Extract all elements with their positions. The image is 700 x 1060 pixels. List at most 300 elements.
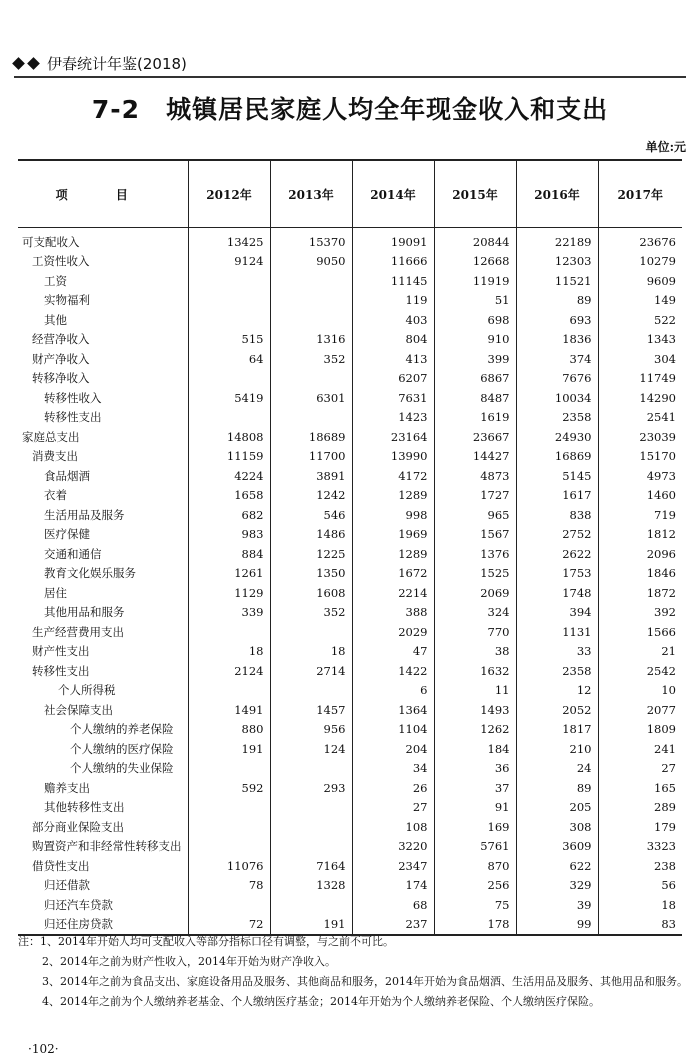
cell-value: 47: [352, 642, 434, 662]
cell-value: 12668: [434, 252, 516, 272]
table-number: 7-2: [91, 95, 141, 124]
row-label: 购置资产和非经常性转移支出: [32, 839, 182, 854]
footnote-line: 4、2014年之前为个人缴纳养老基金、个人缴纳医疗基金；2014年开始为个人缴纳养老保险、个人缴纳医疗保险。: [42, 995, 600, 1008]
page-title: [0, 90, 700, 126]
table-row: [18, 564, 682, 584]
cell-value: 11700: [270, 447, 352, 467]
table-row: [18, 759, 682, 779]
cell-value: 3220: [352, 837, 434, 857]
cell-value: 693: [516, 310, 598, 330]
cell-value: 5419: [188, 388, 270, 408]
cell-value: 27: [598, 759, 682, 779]
cell-value: 546: [270, 505, 352, 525]
cell-value: 339: [188, 603, 270, 623]
cell-value: 91: [434, 798, 516, 818]
cell-value: 394: [516, 603, 598, 623]
cell-value: 68: [352, 895, 434, 915]
cell-value: [270, 271, 352, 291]
table-row: [18, 408, 682, 428]
cell-value: 18: [598, 895, 682, 915]
cell-value: 1343: [598, 330, 682, 350]
cell-value: 15170: [598, 447, 682, 467]
cell-value: 308: [516, 817, 598, 837]
cell-value: 329: [516, 876, 598, 896]
cell-value: 1566: [598, 622, 682, 642]
table-row: [18, 447, 682, 467]
diamond-icon: [27, 57, 40, 70]
cell-value: 9609: [598, 271, 682, 291]
cell-value: 1658: [188, 486, 270, 506]
cell-value: [188, 798, 270, 818]
cell-value: 1376: [434, 544, 516, 564]
cell-value: 12: [516, 681, 598, 701]
row-label: 衣着: [44, 488, 67, 503]
cell-value: 2069: [434, 583, 516, 603]
cell-value: 5145: [516, 466, 598, 486]
cell-value: 1328: [270, 876, 352, 896]
footnote-line: 2、2014年之前为财产性收入，2014年开始为财产净收入。: [42, 955, 336, 968]
cell-value: 7164: [270, 856, 352, 876]
table-row: [18, 681, 682, 701]
cell-value: 1753: [516, 564, 598, 584]
cell-value: 11666: [352, 252, 434, 272]
table-title-text: 城镇居民家庭人均全年现金收入和支出: [166, 95, 609, 124]
cell-value: 11919: [434, 271, 516, 291]
cell-value: 998: [352, 505, 434, 525]
cell-value: 2622: [516, 544, 598, 564]
row-label: 归还住房贷款: [18, 915, 188, 936]
cell-value: 1460: [598, 486, 682, 506]
cell-value: 237: [352, 915, 434, 936]
cell-value: 89: [516, 778, 598, 798]
row-label: 消费支出: [32, 449, 78, 464]
page-number: ·102·: [28, 1042, 59, 1056]
column-header-year: 2013年: [270, 160, 352, 228]
table-row: [18, 349, 682, 369]
cell-value: 10: [598, 681, 682, 701]
table-row: [18, 427, 682, 447]
cell-value: 36: [434, 759, 516, 779]
cell-value: 7631: [352, 388, 434, 408]
cell-value: [188, 408, 270, 428]
cell-value: 1242: [270, 486, 352, 506]
footnote-line: 注：1、2014年开始人均可支配收入等部分指标口径有调整，与之前不可比。: [18, 935, 394, 948]
cell-value: 169: [434, 817, 516, 837]
cell-value: 2214: [352, 583, 434, 603]
cell-value: 5761: [434, 837, 516, 857]
table-row: [18, 330, 682, 350]
footnote-line: 3、2014年之前为食品支出、家庭设备用品及服务、其他商品和服务，2014年开始为食品烟酒、生活用品及服务、其他用品和服务。: [42, 975, 688, 988]
statistics-table: [18, 159, 682, 936]
cell-value: [270, 291, 352, 311]
cell-value: 33: [516, 642, 598, 662]
cell-value: 293: [270, 778, 352, 798]
cell-value: 11159: [188, 447, 270, 467]
cell-value: 1846: [598, 564, 682, 584]
cell-value: 23676: [598, 228, 682, 252]
diamond-icon: [12, 57, 25, 70]
cell-value: 1812: [598, 525, 682, 545]
table-row: [18, 837, 682, 857]
table-header-row: [18, 160, 682, 228]
row-label: 可支配收入: [22, 234, 80, 249]
cell-value: 6207: [352, 369, 434, 389]
table-row: [18, 798, 682, 818]
cell-value: 149: [598, 291, 682, 311]
cell-value: 1423: [352, 408, 434, 428]
cell-value: 2052: [516, 700, 598, 720]
table-row: [18, 642, 682, 662]
cell-value: 174: [352, 876, 434, 896]
cell-value: 38: [434, 642, 516, 662]
cell-value: 2124: [188, 661, 270, 681]
cell-value: 27: [352, 798, 434, 818]
cell-value: 965: [434, 505, 516, 525]
cell-value: [188, 271, 270, 291]
cell-value: 39: [516, 895, 598, 915]
cell-value: 1316: [270, 330, 352, 350]
cell-value: 14290: [598, 388, 682, 408]
cell-value: 23039: [598, 427, 682, 447]
cell-value: 11749: [598, 369, 682, 389]
cell-value: 1225: [270, 544, 352, 564]
cell-value: 34: [352, 759, 434, 779]
row-label: 借贷性支出: [32, 858, 90, 873]
row-label: 其他用品和服务: [44, 605, 125, 620]
table-row: [18, 583, 682, 603]
cell-value: 880: [188, 720, 270, 740]
row-label: 转移性支出: [32, 663, 90, 678]
cell-value: 1727: [434, 486, 516, 506]
table-row: [18, 252, 682, 272]
cell-value: 56: [598, 876, 682, 896]
cell-value: 399: [434, 349, 516, 369]
column-header-year: 2012年: [188, 160, 270, 228]
table-row: [18, 388, 682, 408]
cell-value: 1131: [516, 622, 598, 642]
cell-value: 6867: [434, 369, 516, 389]
cell-value: 6301: [270, 388, 352, 408]
cell-value: 1491: [188, 700, 270, 720]
cell-value: 179: [598, 817, 682, 837]
cell-value: 8487: [434, 388, 516, 408]
cell-value: 23667: [434, 427, 516, 447]
column-header-year: 2016年: [516, 160, 598, 228]
cell-value: 1632: [434, 661, 516, 681]
cell-value: 12303: [516, 252, 598, 272]
cell-value: 515: [188, 330, 270, 350]
cell-value: 413: [352, 349, 434, 369]
table-row: [18, 603, 682, 623]
cell-value: 11145: [352, 271, 434, 291]
cell-value: [188, 622, 270, 642]
table-row: [18, 700, 682, 720]
cell-value: 18: [270, 642, 352, 662]
cell-value: [270, 310, 352, 330]
cell-value: 13425: [188, 228, 270, 252]
table-row: [18, 505, 682, 525]
cell-value: 178: [434, 915, 516, 936]
cell-value: 3609: [516, 837, 598, 857]
row-label: 个人缴纳的养老保险: [70, 722, 174, 737]
cell-value: 13990: [352, 447, 434, 467]
row-label: 财产净收入: [32, 351, 90, 366]
row-label: 个人所得税: [58, 683, 116, 698]
cell-value: 1350: [270, 564, 352, 584]
cell-value: [188, 291, 270, 311]
cell-value: 1608: [270, 583, 352, 603]
cell-value: 256: [434, 876, 516, 896]
row-label: 教育文化娱乐服务: [44, 566, 136, 581]
cell-value: 1422: [352, 661, 434, 681]
row-label: 工资性收入: [32, 254, 90, 269]
cell-value: [270, 369, 352, 389]
cell-value: 983: [188, 525, 270, 545]
cell-value: 2714: [270, 661, 352, 681]
cell-value: 10034: [516, 388, 598, 408]
row-label: 家庭总支出: [22, 429, 80, 444]
cell-value: [188, 369, 270, 389]
table-row: [18, 228, 682, 252]
table-row: [18, 720, 682, 740]
cell-value: 374: [516, 349, 598, 369]
row-label: 归还借款: [44, 878, 90, 893]
cell-value: 1486: [270, 525, 352, 545]
cell-value: [270, 837, 352, 857]
cell-value: 204: [352, 739, 434, 759]
cell-value: 24930: [516, 427, 598, 447]
cell-value: 18689: [270, 427, 352, 447]
cell-value: 26: [352, 778, 434, 798]
table-row: [18, 466, 682, 486]
cell-value: 1836: [516, 330, 598, 350]
row-label: 实物福利: [44, 293, 90, 308]
cell-value: [188, 681, 270, 701]
yearbook-header: [14, 52, 187, 74]
row-label: 部分商业保险支出: [32, 819, 124, 834]
cell-value: 14427: [434, 447, 516, 467]
cell-value: 14808: [188, 427, 270, 447]
cell-value: 956: [270, 720, 352, 740]
cell-value: 522: [598, 310, 682, 330]
cell-value: [270, 622, 352, 642]
table-row: [18, 817, 682, 837]
cell-value: 770: [434, 622, 516, 642]
row-label: 工资: [44, 273, 67, 288]
cell-value: 352: [270, 603, 352, 623]
cell-value: 89: [516, 291, 598, 311]
cell-value: 388: [352, 603, 434, 623]
cell-value: [270, 817, 352, 837]
row-label: 个人缴纳的失业保险: [70, 761, 174, 776]
table-row: [18, 486, 682, 506]
row-label: 其他: [44, 312, 67, 327]
cell-value: 1748: [516, 583, 598, 603]
cell-value: 191: [188, 739, 270, 759]
cell-value: [188, 759, 270, 779]
cell-value: 72: [188, 915, 270, 936]
table-body: [18, 228, 682, 936]
cell-value: 99: [516, 915, 598, 936]
table-row: [18, 369, 682, 389]
row-label: 转移性收入: [44, 390, 102, 405]
cell-value: 10279: [598, 252, 682, 272]
table-row: [18, 778, 682, 798]
cell-value: 3323: [598, 837, 682, 857]
table-row: [18, 856, 682, 876]
cell-value: 304: [598, 349, 682, 369]
cell-value: 1104: [352, 720, 434, 740]
cell-value: [188, 895, 270, 915]
cell-value: 1872: [598, 583, 682, 603]
cell-value: 2541: [598, 408, 682, 428]
cell-value: [188, 817, 270, 837]
cell-value: 3891: [270, 466, 352, 486]
cell-value: 2752: [516, 525, 598, 545]
cell-value: 1617: [516, 486, 598, 506]
cell-value: 352: [270, 349, 352, 369]
cell-value: 238: [598, 856, 682, 876]
cell-value: 1289: [352, 544, 434, 564]
row-label: 生产经营费用支出: [32, 624, 124, 639]
cell-value: 403: [352, 310, 434, 330]
table-row: [18, 739, 682, 759]
row-label: 财产性支出: [32, 644, 90, 659]
table-row: [18, 876, 682, 896]
cell-value: [188, 310, 270, 330]
row-label: 医疗保健: [44, 527, 90, 542]
table-row: [18, 622, 682, 642]
unit-label: 单位:元: [645, 140, 686, 154]
table-row: [18, 310, 682, 330]
row-label: 居住: [44, 585, 67, 600]
cell-value: 2347: [352, 856, 434, 876]
cell-value: 24: [516, 759, 598, 779]
cell-value: 21: [598, 642, 682, 662]
cell-value: 11521: [516, 271, 598, 291]
cell-value: 83: [598, 915, 682, 936]
row-label: 归还汽车贷款: [44, 897, 113, 912]
cell-value: 698: [434, 310, 516, 330]
cell-value: 11: [434, 681, 516, 701]
cell-value: 51: [434, 291, 516, 311]
cell-value: 37: [434, 778, 516, 798]
row-label: 个人缴纳的医疗保险: [70, 741, 174, 756]
cell-value: 2358: [516, 661, 598, 681]
row-label: 经营净收入: [32, 332, 90, 347]
cell-value: [270, 759, 352, 779]
cell-value: 20844: [434, 228, 516, 252]
cell-value: 1525: [434, 564, 516, 584]
cell-value: [270, 798, 352, 818]
row-label: 交通和通信: [44, 546, 102, 561]
cell-value: 9050: [270, 252, 352, 272]
cell-value: [270, 408, 352, 428]
cell-value: 124: [270, 739, 352, 759]
column-header-year: 2014年: [352, 160, 434, 228]
cell-value: 1809: [598, 720, 682, 740]
cell-value: [270, 895, 352, 915]
cell-value: 1817: [516, 720, 598, 740]
cell-value: 1969: [352, 525, 434, 545]
cell-value: 289: [598, 798, 682, 818]
cell-value: 19091: [352, 228, 434, 252]
table-row: [18, 544, 682, 564]
cell-value: 64: [188, 349, 270, 369]
row-label: 其他转移性支出: [44, 800, 125, 815]
row-label: 社会保障支出: [44, 702, 113, 717]
row-label: 转移性支出: [44, 410, 102, 425]
cell-value: 2542: [598, 661, 682, 681]
cell-value: 4973: [598, 466, 682, 486]
row-label: 生活用品及服务: [44, 507, 125, 522]
cell-value: 622: [516, 856, 598, 876]
table-row: [18, 525, 682, 545]
cell-value: 23164: [352, 427, 434, 447]
cell-value: 75: [434, 895, 516, 915]
cell-value: 205: [516, 798, 598, 818]
cell-value: 18: [188, 642, 270, 662]
cell-value: 210: [516, 739, 598, 759]
table-row: [18, 895, 682, 915]
cell-value: 16869: [516, 447, 598, 467]
row-label: 转移净收入: [32, 371, 90, 386]
header-rule: [14, 76, 686, 78]
table-row: [18, 271, 682, 291]
cell-value: 7676: [516, 369, 598, 389]
cell-value: 184: [434, 739, 516, 759]
yearbook-title: 伊春统计年鉴(2018): [47, 54, 187, 73]
column-header-year: 2017年: [598, 160, 682, 228]
cell-value: 2029: [352, 622, 434, 642]
row-label: 赡养支出: [44, 780, 90, 795]
cell-value: 191: [270, 915, 352, 936]
cell-value: 78: [188, 876, 270, 896]
cell-value: 1619: [434, 408, 516, 428]
cell-value: 2077: [598, 700, 682, 720]
cell-value: 884: [188, 544, 270, 564]
cell-value: [270, 681, 352, 701]
cell-value: 1262: [434, 720, 516, 740]
cell-value: 108: [352, 817, 434, 837]
cell-value: 838: [516, 505, 598, 525]
row-label: 食品烟酒: [44, 468, 90, 483]
cell-value: 4172: [352, 466, 434, 486]
cell-value: 1493: [434, 700, 516, 720]
cell-value: 4224: [188, 466, 270, 486]
column-header-item: 项 目: [18, 160, 188, 228]
cell-value: 165: [598, 778, 682, 798]
cell-value: 682: [188, 505, 270, 525]
cell-value: 119: [352, 291, 434, 311]
cell-value: 392: [598, 603, 682, 623]
cell-value: 11076: [188, 856, 270, 876]
cell-value: [188, 837, 270, 857]
cell-value: 592: [188, 778, 270, 798]
column-header-year: 2015年: [434, 160, 516, 228]
cell-value: 4873: [434, 466, 516, 486]
cell-value: 2096: [598, 544, 682, 564]
table-row: [18, 661, 682, 681]
cell-value: 6: [352, 681, 434, 701]
cell-value: 15370: [270, 228, 352, 252]
cell-value: 22189: [516, 228, 598, 252]
cell-value: 1129: [188, 583, 270, 603]
cell-value: 1672: [352, 564, 434, 584]
cell-value: 1261: [188, 564, 270, 584]
cell-value: 804: [352, 330, 434, 350]
cell-value: 1567: [434, 525, 516, 545]
